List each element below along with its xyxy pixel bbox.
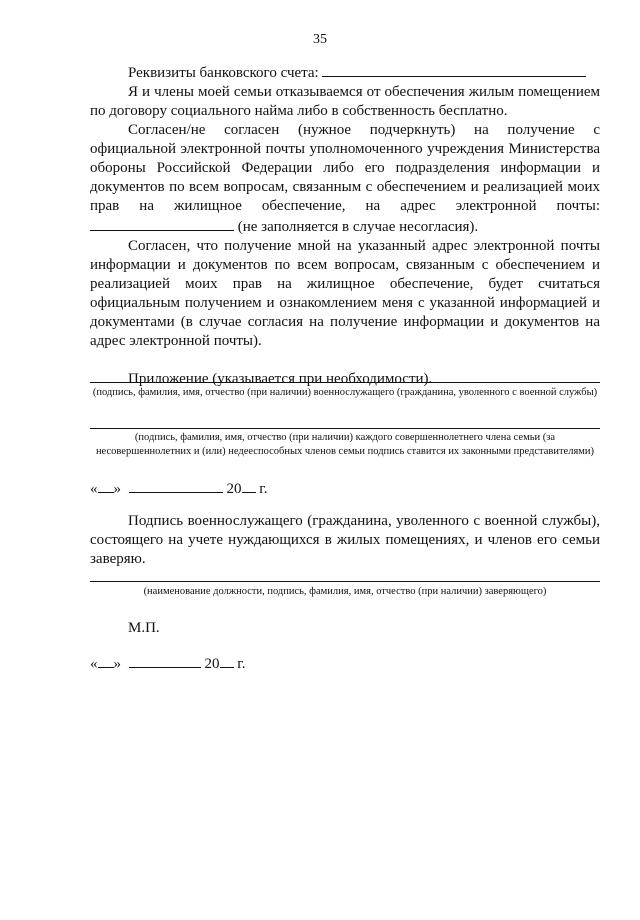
date-line-1: [90, 478, 267, 498]
date1-quote-close: »: [113, 481, 121, 497]
date2-suffix: г.: [237, 656, 246, 672]
seal-mark: М.П.: [128, 620, 160, 636]
serviceman-signature-line: [90, 382, 600, 383]
certification-paragraph: Подпись военнослужащего (гражданина, уволенного с военной службы), состоящего на учете нуждающихся в жилых помещениях, и членов его семьи заверяю.: [90, 513, 600, 567]
date2-quote-close: »: [113, 656, 121, 672]
date2-year-prefix: 20: [204, 656, 220, 672]
refusal-paragraph: Я и члены моей семьи отказываемся от обеспечения жилым помещением по договору социального найма либо в собственность бесплатно.: [90, 84, 600, 119]
page-number: 35: [313, 32, 327, 47]
date-line-2: [90, 653, 245, 673]
date2-month-blank: [129, 653, 201, 668]
receipt-consent-paragraph: Согласен, что получение мной на указанный адрес электронной почты информации и документов по всем вопросам, связанным с обеспечением и реализацией моих прав на жилищное обеспечение, будет считаться официальным получением и ознакомлением меня с указанной информацией и документами (в случае согласия на получение информации и документов на адрес электронной почты).: [90, 238, 600, 349]
date1-year-prefix: 20: [226, 481, 242, 497]
email-consent-paragraph: [90, 121, 600, 237]
attachment-line: Приложение (указывается при необходимости).: [128, 371, 433, 387]
bank-details-blank: [322, 62, 586, 77]
email-consent-text: Согласен/не согласен (нужное подчеркнуть) на получение с официальной электронной почты уполномоченного учреждения Министерства обороны Российской Федерации либо его подразделения информации и документов по всем вопросам, связанным с обеспечением и реализацией моих прав на жилищное обеспечение, на адрес электронной почты:: [90, 122, 600, 214]
certification-block: [90, 512, 600, 569]
email-address-blank: [90, 216, 234, 231]
date1-day-blank: [98, 478, 114, 493]
family-signature-caption: (подпись, фамилия, имя, отчество (при наличии) каждого совершеннолетнего члена семьи (за несовершеннолетних и (или) недееспособных членов семьи подпись ставится их законными представителями): [95, 432, 595, 457]
certifier-signature-line: [90, 581, 600, 582]
date2-quote-open: «: [90, 656, 98, 672]
date1-suffix: г.: [259, 481, 268, 497]
family-signature-line: [90, 428, 600, 429]
date2-year-blank: [220, 653, 234, 668]
email-consent-note: (не заполняется в случае несогласия).: [237, 219, 479, 235]
bank-details-line: [90, 62, 600, 83]
certifier-signature-caption: (наименование должности, подпись, фамилия, имя, отчество (при наличии) заверяющего): [143, 586, 547, 597]
main-text-block: [90, 62, 600, 389]
date1-quote-open: «: [90, 481, 98, 497]
serviceman-signature-caption: (подпись, фамилия, имя, отчество (при наличии) военнослужащего (гражданина, уволенного с военной службы): [92, 387, 598, 398]
date2-day-blank: [98, 653, 114, 668]
bank-details-label: Реквизиты банковского счета:: [128, 65, 319, 81]
date1-month-blank: [129, 478, 223, 493]
date1-year-blank: [242, 478, 256, 493]
